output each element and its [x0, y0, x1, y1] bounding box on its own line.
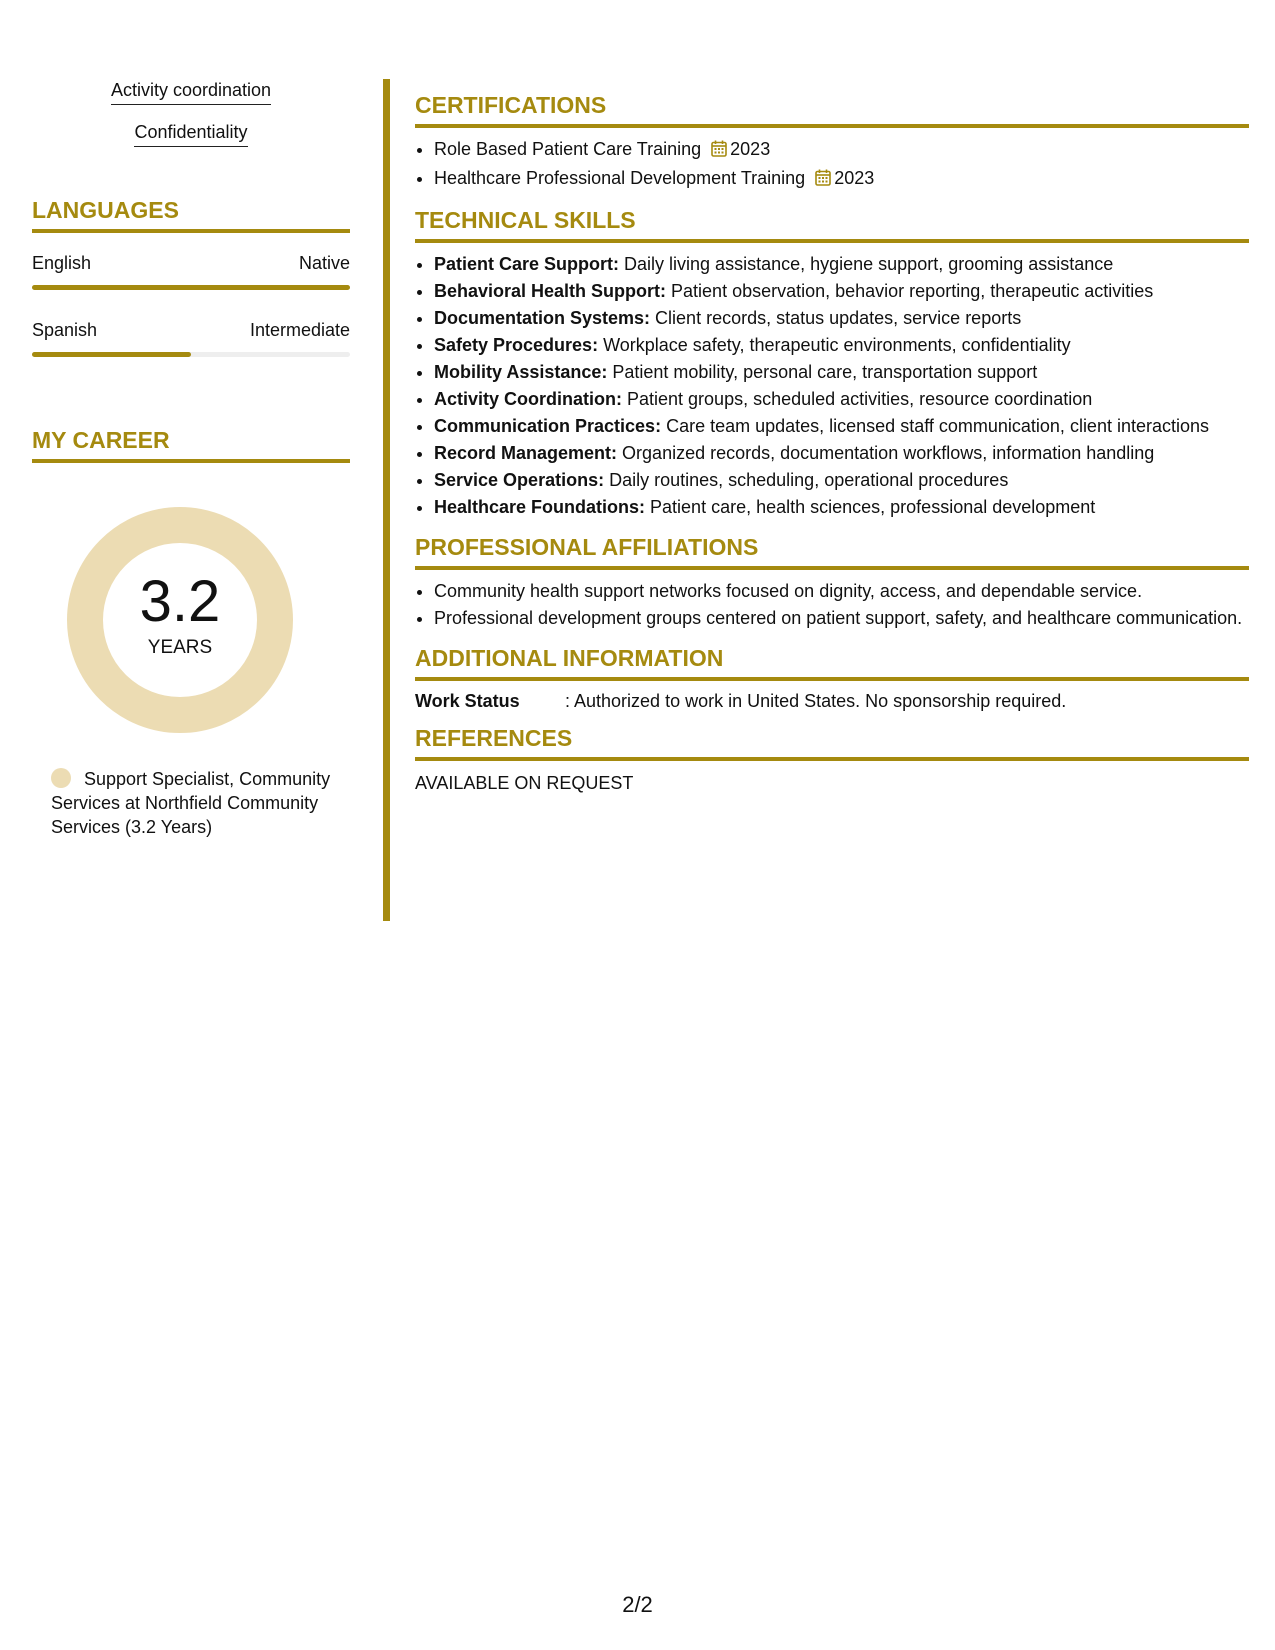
affiliation-item: • Professional development groups centered on patient support, safety, and healthcare communication. — [434, 605, 1249, 632]
technical-skill-item — [434, 251, 1249, 278]
technical-skills-section — [415, 207, 1249, 521]
additional-info-value: : Authorized to work in United States. No sponsorship required. — [565, 691, 1067, 711]
technical-skill-label: Mobility Assistance: — [434, 362, 608, 382]
certification-name: Healthcare Professional Development Training — [434, 168, 806, 188]
technical-skill-item — [434, 494, 1249, 521]
technical-skill-label: Behavioral Health Support: — [434, 281, 667, 301]
technical-skill-item — [434, 332, 1249, 359]
skill-tag-label: Activity coordination — [111, 80, 271, 105]
references-section — [415, 725, 1249, 794]
dot-icon — [51, 768, 71, 788]
technical-skills-heading: TECHNICAL SKILLS — [415, 207, 1249, 243]
career-total-value: 3.2 — [139, 569, 221, 634]
language-proficiency-fill — [32, 352, 191, 357]
affiliations-heading: PROFESSIONAL AFFILIATIONS — [415, 534, 1249, 570]
additional-info-heading: ADDITIONAL INFORMATION — [415, 645, 1249, 681]
certifications-section — [415, 92, 1249, 194]
career-donut-chart — [67, 507, 293, 733]
certification-year: 2023 — [834, 168, 875, 188]
technical-skill-label: Patient Care Support: — [434, 254, 620, 274]
technical-skill-item — [434, 305, 1249, 332]
technical-skill-item — [434, 413, 1249, 440]
technical-skill-label: Communication Practices: — [434, 416, 662, 436]
technical-skill-text: Client records, status updates, service reports — [650, 308, 1022, 328]
career-legend-item — [51, 767, 331, 839]
left-column — [32, 80, 350, 839]
page-number: 2/2 — [622, 1592, 653, 1617]
technical-skill-text: Workplace safety, therapeutic environments, confidentiality — [598, 335, 1071, 355]
language-row — [32, 320, 350, 341]
languages-list — [32, 253, 350, 357]
certification-year: 2023 — [730, 139, 771, 159]
language-name: Spanish — [32, 320, 98, 340]
certification-name: Role Based Patient Care Training — [434, 139, 702, 159]
languages-heading: LANGUAGES — [32, 197, 350, 233]
technical-skill-label: Documentation Systems: — [434, 308, 651, 328]
references-text: AVAILABLE ON REQUEST — [415, 773, 634, 793]
affiliation-item: • Community health support networks focused on dignity, access, and dependable service. — [434, 578, 1249, 605]
technical-skill-item — [434, 386, 1249, 413]
technical-skill-text: Care team updates, licensed staff communication, client interactions — [661, 416, 1210, 436]
career-heading: MY CAREER — [32, 427, 350, 463]
certification-item — [434, 136, 1249, 165]
additional-info-section — [415, 645, 1249, 712]
career-legend-text: Support Specialist, Community Services at Northfield Community Services (3.2 Years) — [51, 769, 331, 837]
technical-skill-text: Organized records, documentation workflows, information handling — [617, 443, 1155, 463]
skill-tag — [32, 122, 350, 147]
career-legend — [32, 767, 350, 839]
additional-info-list — [415, 691, 1249, 712]
technical-skill-item — [434, 440, 1249, 467]
affiliations-list — [415, 578, 1249, 632]
certification-item — [434, 165, 1249, 194]
additional-info-key: Work Status — [415, 691, 520, 711]
technical-skill-text: Daily living assistance, hygiene support, grooming assistance — [619, 254, 1114, 274]
certifications-heading: CERTIFICATIONS — [415, 92, 1249, 128]
technical-skill-label: Record Management: — [434, 443, 618, 463]
skill-tag — [32, 80, 350, 105]
technical-skill-item — [434, 359, 1249, 386]
certifications-list — [415, 136, 1249, 194]
technical-skills-list — [415, 251, 1249, 521]
technical-skill-label: Activity Coordination: — [434, 389, 622, 409]
technical-skill-label: Safety Procedures: — [434, 335, 599, 355]
column-divider — [383, 79, 390, 921]
career-total-unit: YEARS — [147, 637, 213, 658]
language-proficiency-bar — [32, 285, 350, 290]
references-heading: REFERENCES — [415, 725, 1249, 761]
technical-skill-label: Service Operations: — [434, 470, 605, 490]
affiliations-section — [415, 534, 1249, 632]
technical-skill-label: Healthcare Foundations: — [434, 497, 646, 517]
technical-skill-text: Patient care, health sciences, professional development — [645, 497, 1096, 517]
technical-skill-text: Patient mobility, personal care, transportation support — [607, 362, 1038, 382]
technical-skill-text: Patient observation, behavior reporting, therapeutic activities — [666, 281, 1154, 301]
technical-skill-text: Patient groups, scheduled activities, resource coordination — [622, 389, 1093, 409]
skill-tag-label: Confidentiality — [134, 122, 247, 147]
language-level: Native — [298, 253, 350, 273]
technical-skill-item — [434, 467, 1249, 494]
language-proficiency-bar — [32, 352, 350, 357]
calendar-icon — [815, 167, 831, 194]
skill-tags — [32, 80, 350, 147]
language-proficiency-fill — [32, 285, 350, 290]
calendar-icon — [711, 138, 727, 165]
technical-skill-item — [434, 278, 1249, 305]
language-name: English — [32, 253, 92, 273]
right-column — [415, 92, 1249, 807]
language-level: Intermediate — [249, 320, 350, 340]
technical-skill-text: Daily routines, scheduling, operational procedures — [604, 470, 1009, 490]
additional-info-row — [415, 691, 1249, 712]
language-row — [32, 253, 350, 274]
